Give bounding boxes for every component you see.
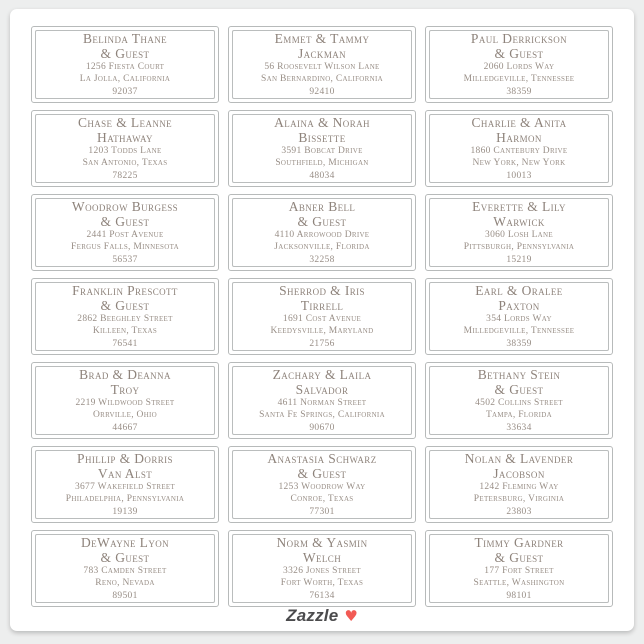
recipient-name-line1: Paul Derrickson xyxy=(470,30,568,46)
street-address: 3677 Wakefield Street xyxy=(74,481,176,492)
city-state: Killeen, Texas xyxy=(92,326,158,337)
footer xyxy=(10,605,634,627)
street-address: 2862 Beeghley Street xyxy=(77,313,173,324)
recipient-name-line2: & Guest xyxy=(297,465,347,481)
recipient-name-line1: Anastasia Schwarz xyxy=(267,450,377,466)
street-address: 2441 Post Avenue xyxy=(86,229,164,240)
zip-code: 38359 xyxy=(506,86,532,97)
zip-code: 92037 xyxy=(112,86,138,97)
address-label-frame xyxy=(232,282,412,351)
address-label xyxy=(228,362,416,439)
city-state: La Jolla, California xyxy=(79,74,171,85)
recipient-name-line2: Hathaway xyxy=(97,129,153,145)
recipient-name-line1: Bethany Stein xyxy=(477,366,561,382)
zazzle-logo: Zazzle xyxy=(286,606,339,625)
zip-code: 98101 xyxy=(506,590,532,601)
recipient-name-line1: Franklin Prescott xyxy=(72,282,178,298)
recipient-name-line2: Troy xyxy=(110,381,140,397)
recipient-name-line1: DeWayne Lyon xyxy=(80,534,170,550)
address-label xyxy=(228,194,416,271)
city-state: Conroe, Texas xyxy=(290,494,354,505)
city-state: Fort Worth, Texas xyxy=(280,578,364,589)
address-label xyxy=(425,362,613,439)
city-state: Orrville, Ohio xyxy=(92,410,158,421)
recipient-name-line2: Welch xyxy=(302,549,342,565)
recipient-name-line2: Warwick xyxy=(493,213,545,229)
recipient-name-line1: Charlie & Anita xyxy=(471,114,567,130)
zip-code: 56537 xyxy=(112,254,138,265)
zip-code: 89501 xyxy=(112,590,138,601)
address-label xyxy=(31,362,219,439)
city-state: Santa Fe Springs, California xyxy=(259,410,385,421)
recipient-name-line1: Woodrow Burgess xyxy=(71,198,179,214)
street-address: 1256 Fiesta Court xyxy=(85,61,165,72)
recipient-name-line1: Nolan & Lavender xyxy=(464,450,574,466)
recipient-name-line2: & Guest xyxy=(297,213,347,229)
zip-code: 15219 xyxy=(506,254,532,265)
recipient-name-line2: & Guest xyxy=(100,213,150,229)
street-address: 783 Camden Street xyxy=(83,565,167,576)
street-address: 1691 Cost Avenue xyxy=(282,313,362,324)
zip-code: 76134 xyxy=(309,590,335,601)
recipient-name-line2: & Guest xyxy=(494,549,544,565)
zip-code: 76541 xyxy=(112,338,138,349)
street-address: 177 Fort Street xyxy=(484,565,554,576)
zip-code: 78225 xyxy=(112,170,138,181)
recipient-name-line2: Jackman xyxy=(297,45,347,61)
city-state: Milledgeville, Tennessee xyxy=(463,326,575,337)
address-label xyxy=(31,194,219,271)
address-label xyxy=(31,110,219,187)
street-address: 4110 Arrowood Drive xyxy=(274,229,370,240)
address-label-frame xyxy=(35,114,215,183)
recipient-name-line1: Norm & Yasmin xyxy=(276,534,368,550)
address-label xyxy=(31,446,219,523)
address-label-frame xyxy=(429,450,609,519)
address-label xyxy=(425,26,613,103)
recipient-name-line2: Van Alst xyxy=(97,465,153,481)
city-state: San Bernardino, California xyxy=(261,74,383,85)
address-label xyxy=(31,530,219,607)
address-label-frame xyxy=(232,198,412,267)
street-address: 4502 Collins Street xyxy=(475,397,563,408)
recipient-name-line1: Earl & Oralee xyxy=(475,282,563,298)
recipient-name-line2: & Guest xyxy=(100,297,150,313)
recipient-name-line1: Chase & Leanne xyxy=(77,114,173,130)
recipient-name-line2: & Guest xyxy=(100,549,150,565)
address-label-frame xyxy=(232,366,412,435)
recipient-name-line2: Bissette xyxy=(298,129,346,145)
street-address: 1860 Cantebury Drive xyxy=(470,145,568,156)
zip-code: 44667 xyxy=(112,422,138,433)
address-label-frame xyxy=(429,114,609,183)
zip-code: 33634 xyxy=(506,422,532,433)
street-address: 3591 Bobcat Drive xyxy=(281,145,363,156)
heart-icon: ♥ xyxy=(344,606,358,625)
city-state: Keedysville, Maryland xyxy=(270,326,374,337)
city-state: San Antonio, Texas xyxy=(82,158,168,169)
city-state: Pittsburgh, Pennsylvania xyxy=(463,242,575,253)
address-label-frame xyxy=(232,534,412,603)
zip-code: 92410 xyxy=(309,86,335,97)
recipient-name-line2: Salvador xyxy=(295,381,349,397)
street-address: 1242 Fleming Way xyxy=(479,481,559,492)
recipient-name-line1: Phillip & Dorris xyxy=(77,450,173,466)
city-state: Philadelphia, Pennsylvania xyxy=(65,494,185,505)
address-label xyxy=(228,278,416,355)
address-label-frame xyxy=(35,282,215,351)
address-label xyxy=(228,110,416,187)
address-label xyxy=(425,194,613,271)
recipient-name-line2: & Guest xyxy=(494,381,544,397)
street-address: 2219 Wildwood Street xyxy=(75,397,175,408)
address-label xyxy=(425,446,613,523)
address-label xyxy=(425,278,613,355)
recipient-name-line2: Jacobson xyxy=(493,465,545,481)
recipient-name-line2: Paxton xyxy=(498,297,540,313)
zip-code: 38359 xyxy=(506,338,532,349)
address-label-frame xyxy=(35,366,215,435)
city-state: Jacksonville, Florida xyxy=(274,242,370,253)
city-state: New York, New York xyxy=(472,158,566,169)
recipient-name-line2: & Guest xyxy=(100,45,150,61)
label-sheet xyxy=(10,9,634,631)
address-label xyxy=(228,530,416,607)
address-label xyxy=(425,110,613,187)
address-label-frame xyxy=(35,534,215,603)
street-address: 354 Lords Way xyxy=(486,313,552,324)
street-address: 1203 Todds Lane xyxy=(88,145,162,156)
recipient-name-line1: Everette & Lily xyxy=(472,198,566,214)
recipient-name-line1: Zachary & Laila xyxy=(272,366,372,382)
address-label-frame xyxy=(429,198,609,267)
zip-code: 10013 xyxy=(506,170,532,181)
address-label-frame xyxy=(429,534,609,603)
recipient-name-line1: Timmy Gardner xyxy=(474,534,564,550)
recipient-name-line1: Brad & Deanna xyxy=(79,366,171,382)
address-label-frame xyxy=(232,30,412,99)
address-label-frame xyxy=(429,282,609,351)
street-address: 3060 Losh Lane xyxy=(485,229,553,240)
city-state: Seattle, Washington xyxy=(473,578,565,589)
city-state: Fergus Falls, Minnesota xyxy=(71,242,179,253)
address-label xyxy=(31,278,219,355)
label-grid xyxy=(31,26,613,607)
recipient-name-line1: Belinda Thane xyxy=(82,30,168,46)
street-address: 2060 Lords Way xyxy=(483,61,555,72)
street-address: 56 Roosevelt Wilson Lane xyxy=(264,61,380,72)
street-address: 1253 Woodrow Way xyxy=(278,481,366,492)
zip-code: 32258 xyxy=(309,254,335,265)
zip-code: 23803 xyxy=(506,506,532,517)
zip-code: 77301 xyxy=(309,506,335,517)
recipient-name-line2: & Guest xyxy=(494,45,544,61)
city-state: Southfield, Michigan xyxy=(275,158,369,169)
address-label-frame xyxy=(232,450,412,519)
address-label-frame xyxy=(35,30,215,99)
recipient-name-line1: Sherrod & Iris xyxy=(279,282,365,298)
address-label xyxy=(31,26,219,103)
recipient-name-line2: Harmon xyxy=(496,129,542,145)
address-label xyxy=(228,446,416,523)
recipient-name-line1: Alaina & Norah xyxy=(274,114,370,130)
zip-code: 90670 xyxy=(309,422,335,433)
address-label-frame xyxy=(35,450,215,519)
address-label-frame xyxy=(429,30,609,99)
recipient-name-line1: Abner Bell xyxy=(288,198,356,214)
address-label-frame xyxy=(35,198,215,267)
zip-code: 21756 xyxy=(309,338,335,349)
recipient-name-line1: Emmet & Tammy xyxy=(274,30,370,46)
street-address: 4611 Norman Street xyxy=(277,397,367,408)
recipient-name-line2: Tirrell xyxy=(300,297,344,313)
zip-code: 48034 xyxy=(309,170,335,181)
zip-code: 19139 xyxy=(112,506,138,517)
city-state: Reno, Nevada xyxy=(95,578,155,589)
address-label-frame xyxy=(232,114,412,183)
city-state: Milledgeville, Tennessee xyxy=(463,74,575,85)
street-address: 3326 Jones Street xyxy=(283,565,361,576)
address-label xyxy=(425,530,613,607)
address-label-frame xyxy=(429,366,609,435)
city-state: Petersburg, Virginia xyxy=(473,494,565,505)
city-state: Tampa, Florida xyxy=(485,410,553,421)
address-label xyxy=(228,26,416,103)
